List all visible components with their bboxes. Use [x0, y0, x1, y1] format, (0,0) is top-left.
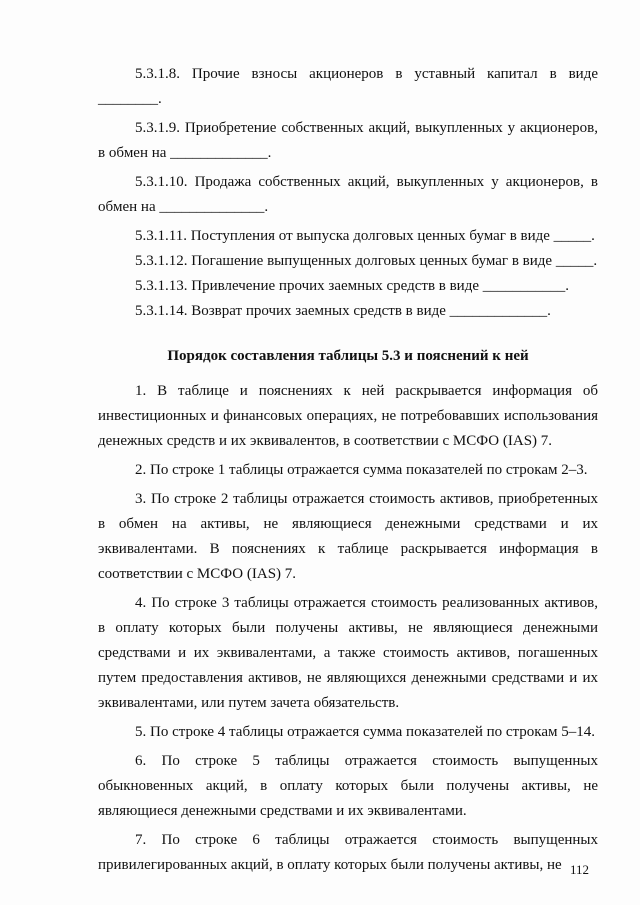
list-item: 5.3.1.8. Прочие взносы акционеров в уставный капитал в виде ________. [98, 66, 598, 107]
paragraph: 5. По строке 4 таблицы отражается сумма показателей по строкам 5–14. [135, 724, 596, 740]
paragraph: 1. В таблице и пояснениях к ней раскрывается информация об инвестиционных и финансовых операциях, не потребовавших использования денежных средств и их эквивалентов, в соответствии с МСФО (IAS) 7. [98, 383, 598, 449]
paragraph: 2. По строке 1 таблицы отражается сумма показателей по строкам 2–3. [135, 462, 588, 478]
list-item: 5.3.1.9. Приобретение собственных акций, выкупленных у акционеров, в обмен на _____________. [98, 120, 598, 161]
paragraph: 6. По строке 5 таблицы отражается стоимость выпущенных обыкновенных акций, в оплату которых были получены активы, не являющиеся денежными средствами и их эквивалентами. [98, 753, 598, 819]
list-item: 5.3.1.12. Погашение выпущенных долговых ценных бумаг в виде _____. [135, 253, 598, 269]
list-item: 5.3.1.13. Привлечение прочих заемных средств в виде ___________. [135, 278, 570, 294]
page-number: 112 [570, 862, 590, 877]
list-item: 5.3.1.14. Возврат прочих заемных средств в виде _____________. [135, 303, 551, 319]
list-item: 5.3.1.10. Продажа собственных акций, выкупленных у акционеров, в обмен на ______________. [98, 174, 598, 215]
list-item: 5.3.1.11. Поступления от выпуска долговых ценных бумаг в виде _____. [135, 228, 595, 244]
section-heading: Порядок составления таблицы 5.3 и пояснений к ней [167, 348, 529, 364]
paragraph: 7. По строке 6 таблицы отражается стоимость выпущенных привилегированных акций, в оплату которых были получены активы, не [98, 832, 598, 873]
document-body [98, 62, 598, 878]
paragraph: 3. По строке 2 таблицы отражается стоимость активов, приобретенных в обмен на активы, не являющиеся денежными средствами и их эквивалентами. В пояснениях к таблице раскрывается информация в соответствии с МСФО (IAS) 7. [98, 491, 598, 582]
paragraph: 4. По строке 3 таблицы отражается стоимость реализованных активов, в оплату которых были получены активы, не являющиеся денежными средствами и их эквивалентами, а также стоимость активов, погашенных путем предоставления активов, не являющихся денежными средствами и их эквивалентами, или путем зачета обязательств. [98, 595, 598, 711]
